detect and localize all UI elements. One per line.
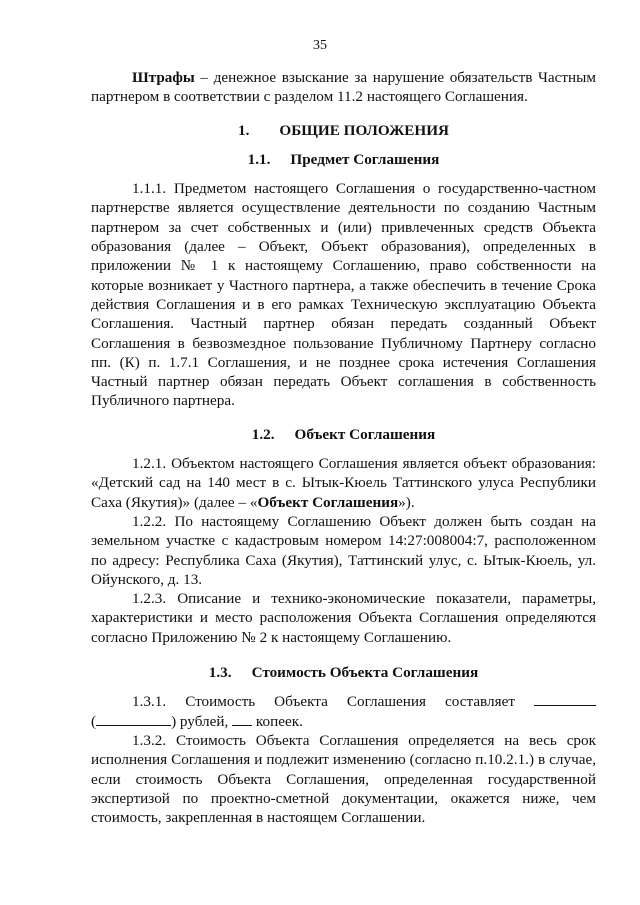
- subsection-heading-1-1: [91, 150, 596, 169]
- clause-1-3-1-line2: ( ) рублей, копеек.: [91, 712, 303, 730]
- definition-term: Штрафы: [132, 69, 195, 86]
- document-body: [91, 68, 596, 827]
- clause-1-3-2: 1.3.2. Стоимость Объекта Соглашения определяется на весь срок исполнения Соглашения и подлежит изменению (согласно п.10.2.1.) в случае, если стоимость Объекта Соглашения, определенная государственной экспертизой по проектно-сметной документации, окажется ниже, чем стоимость, закрепленная в настоящем Соглашении.: [91, 731, 596, 827]
- clause-text: 1.3.1. Стоимость Объекта Соглашения составляет: [132, 693, 515, 711]
- definition-text: – денежное взыскание за нарушение обязательств Частным партнером в соответствии с разделом 11.2 настоящего Соглашения.: [91, 69, 596, 106]
- subsection-number: 1.1.: [247, 150, 271, 168]
- subsection-number: 1.3.: [208, 664, 232, 682]
- section-title: ОБЩИЕ ПОЛОЖЕНИЯ: [279, 121, 450, 139]
- cost-amount-blank: [534, 705, 596, 706]
- clause-1-3-1-line1: [91, 692, 596, 711]
- subsection-heading-1-3: [91, 663, 596, 682]
- clause-1-2-1: [91, 454, 596, 512]
- kopecks-text: копеек.: [252, 712, 303, 730]
- rubles-text: ) рублей,: [171, 712, 233, 730]
- clause-1-2-2: 1.2.2. По настоящему Соглашению Объект должен быть создан на земельном участке с кадастровым номером 14:27:008004:7, расположенном по адресу: Республика Саха (Якутия), Таттинский улус, с. Ытык-Кюель, ул. Ойунского, д. 13.: [91, 512, 596, 588]
- kopecks-blank: [232, 725, 252, 726]
- cost-words-blank: [96, 725, 171, 726]
- subsection-heading-1-2: [91, 425, 596, 444]
- subsection-title: Стоимость Объекта Соглашения: [251, 664, 479, 682]
- clause-text-end: »).: [398, 493, 415, 511]
- definition-paragraph: [91, 68, 596, 107]
- clause-1-2-3: 1.2.3. Описание и технико-экономические показатели, параметры, характеристики и место расположения Объекта Соглашения определяются согласно Приложению № 2 к настоящему Соглашению.: [91, 590, 596, 646]
- clause-bold-term: Объект Соглашения: [257, 493, 399, 511]
- section-heading-1: [91, 121, 596, 140]
- section-number: 1.: [237, 121, 250, 139]
- subsection-title: Объект Соглашения: [294, 425, 436, 443]
- subsection-title: Предмет Соглашения: [290, 150, 440, 168]
- page-number: 35: [313, 38, 327, 53]
- clause-text: 1.2.1. Объектом настоящего Соглашения является объект образования: «Детский сад на 140 мест в с. Ытык-Кюель Таттинского улуса Республики Саха (Якутия)» (далее – «: [91, 455, 596, 511]
- clause-1-1-1: 1.1.1. Предметом настоящего Соглашения о государственно-частном партнерстве является осуществление деятельности по созданию Частным партнером за счет собственных и (или) привлеченных средств Объекта образования (далее – Объект, Объект образования), определенных в приложении № 1 к настоящему Соглашению, право собственности на которые возникает у Частного партнера, а также обеспечить в течение Срока действия Соглашения и в его рамках Техническую эксплуатацию Объекта Соглашения. Частный партнер обязан передать созданный Объект Соглашения в безвозмездное пользование Публичному Партнеру согласно пп. (К) п. 1.7.1 Соглашения, и не позднее срока истечения Соглашения Частный партнер обязан передать Объект соглашения в собственность Публичного партнера.: [91, 180, 596, 410]
- subsection-number: 1.2.: [251, 425, 275, 443]
